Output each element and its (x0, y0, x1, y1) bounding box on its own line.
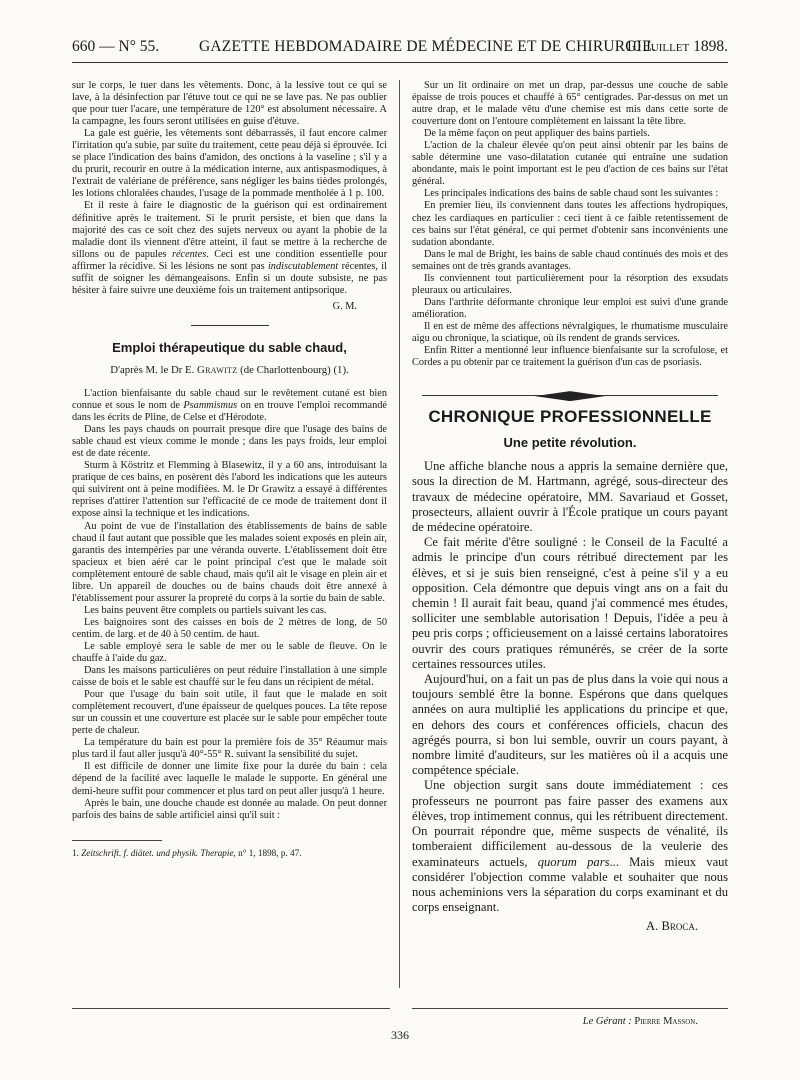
left-column (72, 80, 387, 859)
journal-title: GAZETTE HEBDOMADAIRE DE MÉDECINE ET DE CHIRURGIE. (199, 38, 656, 55)
paragraph: sur le corps, le tuer dans les vêtements. Donc, à la lessive tout ce qui se lave, à la désinfection par l'étuve tout ce qui ne se lave pas. Ne pas oublier que pour tuer l'acare, une température de 120° est absolument nécessaire. A la campagne, les fours seront utilisées en guise d'étuve. (72, 80, 387, 128)
signature: A. Broca. (646, 919, 698, 934)
paragraph: L'action bienfaisante du sable chaud sur le revêtement cutané est bien connue et sous le nom de Psammismus on en trouve l'emploi recommandé dans les écrits de Pline, de Celse et d'Hérodote. (72, 387, 387, 424)
paragraph: Dans l'arthrite déformante chronique leur emploi est suivi d'une grande amélioration. (412, 296, 728, 320)
paragraph: Aujourd'hui, on a fait un pas de plus dans la voie qui nous a toujours semblé être la bonne. Espérons que dans quelques années on aura multiplié les applications du principe et que, en dehors des cours et conférences officiels, chacun des agrégés pourra, si bon lui semble, ouvrir un cours payant, à nombre limité d'auditeurs, sur les matières où il a acquis une compétence spéciale. (412, 672, 728, 778)
column-divider (399, 80, 400, 988)
article-title: Emploi thérapeutique du sable chaud, (112, 339, 347, 355)
header-rule (72, 62, 728, 63)
paragraph: L'action de la chaleur élevée qu'on peut ainsi obtenir par les bains de sable détermine une vaso-dilatation cutanée qui entraîne une sudation abondante, mais le point important est le peu d'action de ces bains sur l'état général. (412, 140, 728, 188)
paragraph: Au point de vue de l'installation des établissements de bains de sable chaud il faut autant que possible que les malades soient exposés en plein air, garantis des intempéries par une véranda ouverte. L'établissement doit être spacieux et bien aéré car le point principal c'est que le malade soit complètement entouré de sable chaud, mais qu'il ait le visage en plein air et libre. Un appareil de douches ou de bains chauds doit être annexé à l'établissement pour assurer la propreté du corps à la sortie du bain de sable. (72, 520, 387, 604)
paragraph: Dans les maisons particulières on peut réduire l'installation à une simple caisse de bois et le sable est chauffé sur le feu dans un récipient de métal. (72, 665, 387, 689)
paragraph: Enfin Ritter a mentionné leur influence bienfaisante sur la scrofulose, et Cordes a pu obtenir par ce traitement la guérison d'un cas de psoriasis. (412, 345, 728, 369)
paragraph: Le sable employé sera le sable de mer ou le sable de fleuve. On le chauffe à l'aide du gaz. (72, 640, 387, 665)
article-subtitle: Une petite révolution. (503, 435, 637, 451)
paragraph: Ce fait mérite d'être souligné : le Conseil de la Faculté a admis le principe d'un cours rétribué directement par les élèves, et si je suis bien renseigné, c'est à peine s'il y a eu opposition. Cela démontre que depuis vingt ans on a fait du chemin ! Il aurait fait beau, quand j'ai commencé mes études, solliciter une semblable autorisation ! Depuis, l'idée a peu à peu pris corps ; officieusement on a laissé certains laboratoires ouvrir des cours pratiques rémunérés, se créer de la sorte certaines ressources utiles. (412, 535, 728, 671)
paragraph: Pour que l'usage du bain soit utile, il faut que le malade en soit complètement recouvert, d'une épaisseur de quelques pouces. La tête repose sur un coussin et une couverture est placée sur le sable pour empêcher toute perte de chaleur. (72, 689, 387, 737)
paragraph: Les bains peuvent être complets ou partiels suivant les cas. (84, 604, 327, 616)
separator-rule (191, 325, 269, 326)
chronique-body (412, 459, 728, 934)
paragraph: Il est difficile de donner une limite fixe pour la durée du bain : cela dépend de la facilité avec laquelle le malade le supporte. En général une demi-heure suffit pour commencer et plus tard on peut aller jusqu'à 1 heure. (72, 761, 387, 797)
paragraph: De la même façon on peut appliquer des bains partiels. (424, 128, 650, 140)
ornamental-divider (422, 389, 718, 403)
paragraph: Sturm à Köstritz et Flemming à Blasewitz, il y a 60 ans, introduisant la pratique de ces bains, en posèrent dès l'abord les indications que les auteurs qui suivirent ont à peine modifiées. M. le Dr Grawitz a essayé à différentes reprises d'attirer l'attention sur l'efficacité de ce mode de traitement dont il expose ainsi la technique et les indications. (72, 460, 387, 520)
paragraph: Les principales indications des bains de sable chaud sont les suivantes : (424, 188, 719, 200)
paragraph: Une affiche blanche nous a appris la semaine dernière que, sous la direction de M. Hartmann, agrégé, sous-directeur des travaux de médecine opératoire, MM. Savariaud et Gosset, prosecteurs, allaient ouvrir à l'École pratique un cours payant de médecine opératoire. (412, 459, 728, 535)
page-number: 336 (391, 1028, 409, 1042)
paragraph: Dans le mal de Bright, les bains de sable chaud continués des mois et des semaines ont de très grands avantages. (412, 248, 728, 272)
section-title: CHRONIQUE PROFESSIONNELLE (428, 407, 712, 427)
paragraph: Une objection surgit sans doute immédiatement : ces professeurs ne pourront pas faire passer des examens aux élèves, trop intimement connus, qui les rétribuent directement. On pourrait répondre que, même suspects de vénalité, ils tomberaient difficilement au-dessous de la veulerie des examinateurs actuels, quorum pars... Mais mieux vaut considérer l'objection comme valable et souhaiter que nous nous acheminions vers la séparation du corps examinant et du corps enseignant. (412, 778, 728, 915)
paragraph: Et il reste à faire le diagnostic de la guérison qui est ordinairement définitive après le traitement. Si le prurit persiste, et bien que dans la majorité des cas ce soit chez des sujets nerveux ou ayant la phobie de la maladie dont ils viennent d'être atteint, il faut se mettre à la recherche de sillons ou de papules récentes. Ceci est une condition essentielle pour affirmer la récidive. Si les lésions ne sont pas indiscutablement récentes, il suffit de soigner les démangeaisons. Enfin si un doute subsiste, ne pas hésiter à faire suivre une deuxième fois un traitement antipsorique. (72, 200, 387, 296)
gerant-line: Le Gérant : Pierre Masson. (582, 1016, 698, 1027)
bottom-rule (412, 1008, 728, 1009)
page-issue-number: 660 — N° 55. (72, 38, 160, 55)
paragraph: Sur un lit ordinaire on met un drap, par-dessus une couche de sable épaisse de trois pouces et chauffé à 65° centigrades. Par-dessus on met un autre drap, et le malade vêtu d'une chemise est mis dans cette sorte de couverture dont on l'entoure complètement en laissant la tête libre. (412, 80, 728, 128)
right-column (412, 80, 728, 935)
paragraph: Ils conviennent tout particulièrement pour la résorption des exsudats pleuraux ou articulaires. (412, 272, 728, 296)
paragraph: Il en est de même des affections névralgiques, le rhumatisme musculaire aigu ou chronique, la sciatique, où ils rendent de grands services. (412, 320, 728, 344)
bottom-rule (72, 1008, 390, 1009)
article-byline: D'après M. le Dr E. Grawitz (de Charlottenbourg) (1). (110, 363, 349, 376)
paragraph: Dans les pays chauds on pourrait presque dire que l'usage des bains de sable chaud est vieux comme le monde ; dans les pays froids, leur emploi est de date récente. (72, 424, 387, 460)
footnote: 1. Zeitschrift. f. diätet. und physik. Therapie, n° 1, 1898, p. 47. (72, 847, 302, 858)
issue-date: 10 Juillet 1898. (625, 38, 728, 55)
paragraph: Les baignoires sont des caisses en bois de 2 mètres de long, de 50 centim. de larg. et de 40 à 50 centim. de haut. (72, 616, 387, 640)
paragraph: La gale est guérie, les vêtements sont débarrassés, il faut encore calmer l'irritation qu'a subie, par suite du traitement, cette peau déjà si éprouvée. Ici se place l'indication des bains d'amidon, des onctions à la vaseline ; s'il y a du prurit, recourir en outre à la médication interne, aux antispasmodiques, à l'extrait de valériane de préférence, sans négliger les bains tièdes prolongés, les lotions chloralées chaudes, l'usage de la pommade mentholée à 1 p. 100. (72, 128, 387, 200)
paragraph: En premier lieu, ils conviennent dans toutes les affections hydropiques, chez les cardiaques en particulier : ceci tient à ce faible retentissement de ces bains sur l'état général, ce qui permet d'obtenir sans inconvénients une sudation abondante. (412, 200, 728, 248)
paragraph: La température du bain est pour la première fois de 35° Réaumur mais plus tard il faut aller jusqu'à 40°-55° R. suivant la sensibilité du sujet. (72, 737, 387, 761)
paragraph: Après le bain, une douche chaude est donnée au malade. On peut donner parfois des bains de sable artificiel ainsi qu'il suit : (72, 797, 387, 821)
page-header (72, 38, 728, 62)
signature: G. M. (332, 300, 357, 312)
footnote-rule (72, 840, 162, 841)
